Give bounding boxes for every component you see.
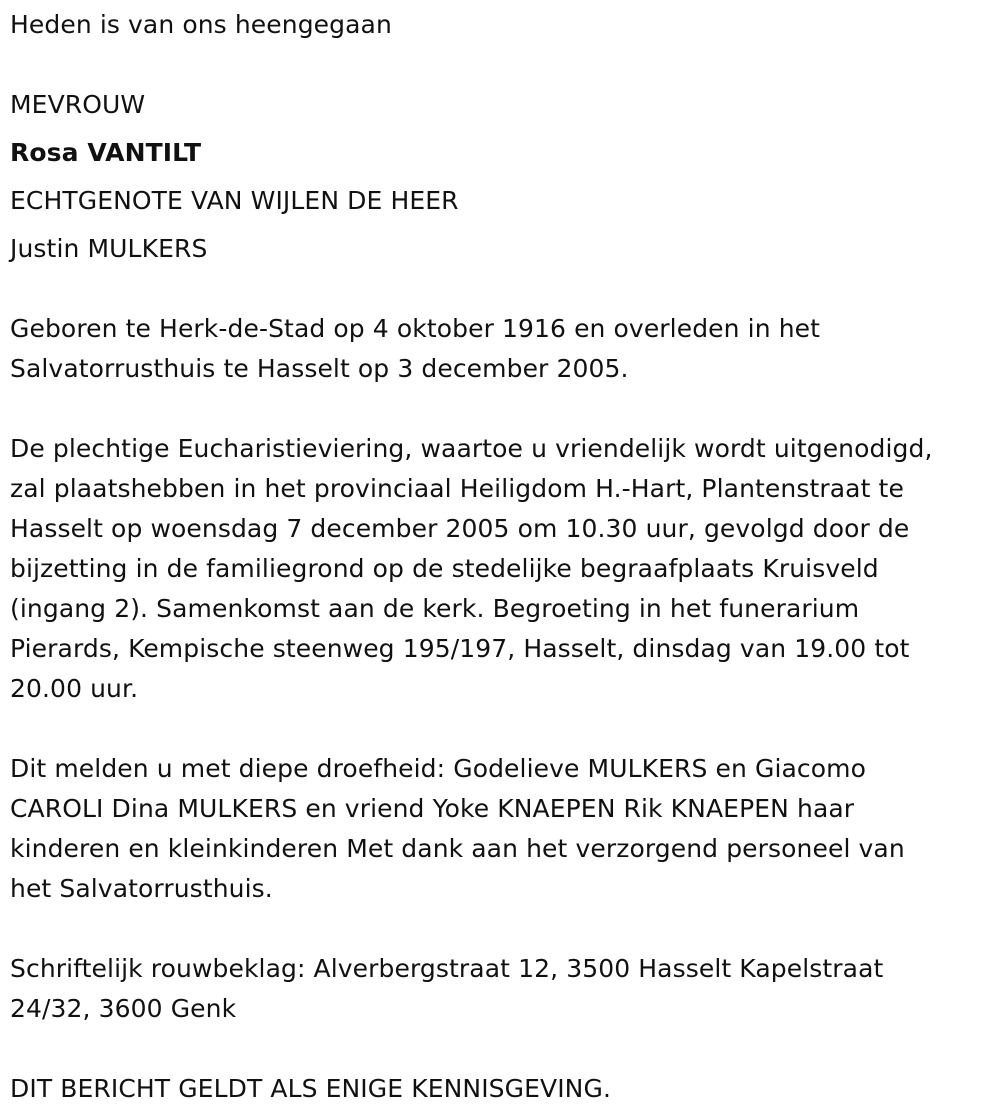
paragraph-line: Dit melden u met diepe droefheid: Godelieve MULKERS en Giacomo <box>10 754 867 783</box>
paragraph-line: Geboren te Herk-de-Stad op 4 oktober 1916 en overleden in het <box>10 314 821 343</box>
spouse-name: Justin MULKERS <box>10 234 208 263</box>
paragraph-line: De plechtige Eucharistieviering, waartoe u vriendelijk wordt uitgenodigd, <box>10 434 933 463</box>
intro-text: Heden is van ons heengegaan <box>10 10 392 39</box>
paragraph-line: Salvatorrusthuis te Hasselt op 3 december 2005. <box>10 354 629 383</box>
paragraph-line: CAROLI Dina MULKERS en vriend Yoke KNAEPEN Rik KNAEPEN haar <box>10 794 855 823</box>
paragraph-line: (ingang 2). Samenkomst aan de kerk. Begroeting in het funerarium <box>10 594 860 623</box>
paragraph-line: 24/32, 3600 Genk <box>10 994 237 1023</box>
salutation: MEVROUW <box>10 90 146 119</box>
deceased-name: Rosa VANTILT <box>10 138 202 167</box>
closing-text: DIT BERICHT GELDT ALS ENIGE KENNISGEVING. <box>10 1074 611 1103</box>
paragraph-line: Pierards, Kempische steenweg 195/197, Hasselt, dinsdag van 19.00 tot <box>10 634 910 663</box>
paragraph-line: zal plaatshebben in het provinciaal Heiligdom H.-Hart, Plantenstraat te <box>10 474 904 503</box>
paragraph-line: 20.00 uur. <box>10 674 139 703</box>
paragraph-line: Hasselt op woensdag 7 december 2005 om 10.30 uur, gevolgd door de <box>10 514 910 543</box>
paragraph-line: Schriftelijk rouwbeklag: Alverbergstraat 12, 3500 Hasselt Kapelstraat <box>10 954 884 983</box>
relation-text: ECHTGENOTE VAN WIJLEN DE HEER <box>10 186 459 215</box>
paragraph-line: kinderen en kleinkinderen Met dank aan het verzorgend personeel van <box>10 834 905 863</box>
paragraph-line: bijzetting in de familiegrond op de stedelijke begraafplaats Kruisveld <box>10 554 879 583</box>
paragraph-line: het Salvatorrusthuis. <box>10 874 273 903</box>
